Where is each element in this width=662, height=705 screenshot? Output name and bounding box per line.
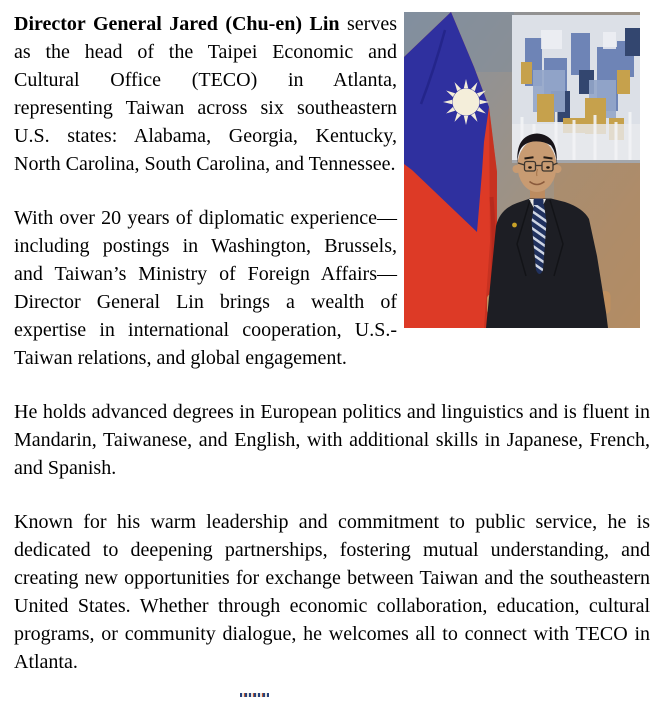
bio-intro-text: serves as the head of the Taipei Economic and Cultural Office (TECO) in Atlanta, representing Taiwan across six southeastern U.S. states: Alabama, Georgia, Kentucky, North Carolina, South Carolina, and Tennessee.	[14, 13, 397, 175]
bio-paragraph-education: He holds advanced degrees in European politics and linguistics and is fluent in Mandarin, Taiwanese, and English, with additional skills in Japanese, French, and Spanish.	[14, 401, 650, 479]
portrait-photo-image	[404, 12, 640, 328]
person-name: Director General Jared (Chu-en) Lin	[14, 13, 340, 35]
lapel-pin	[512, 223, 517, 228]
bio-paragraph-experience: With over 20 years of diplomatic experience—including postings in Washington, Brussels, and Taiwan’s Ministry of Foreign Affairs—Director General Lin brings a wealth of expertise in international cooperation, U.S.-Taiwan relations, and global engagement.	[14, 207, 397, 369]
bio-paragraph-leadership: Known for his warm leadership and commitment to public service, he is dedicated to deepening partnerships, fostering mutual understanding, and creating new opportunities for exchange between Taiwan and the southeastern United States. Whether through economic collaboration, education, cultural programs, or community dialogue, he welcomes all to connect with TECO in Atlanta.	[14, 511, 650, 673]
portrait-photo	[404, 12, 640, 328]
clipped-text-top-edge	[240, 693, 269, 697]
